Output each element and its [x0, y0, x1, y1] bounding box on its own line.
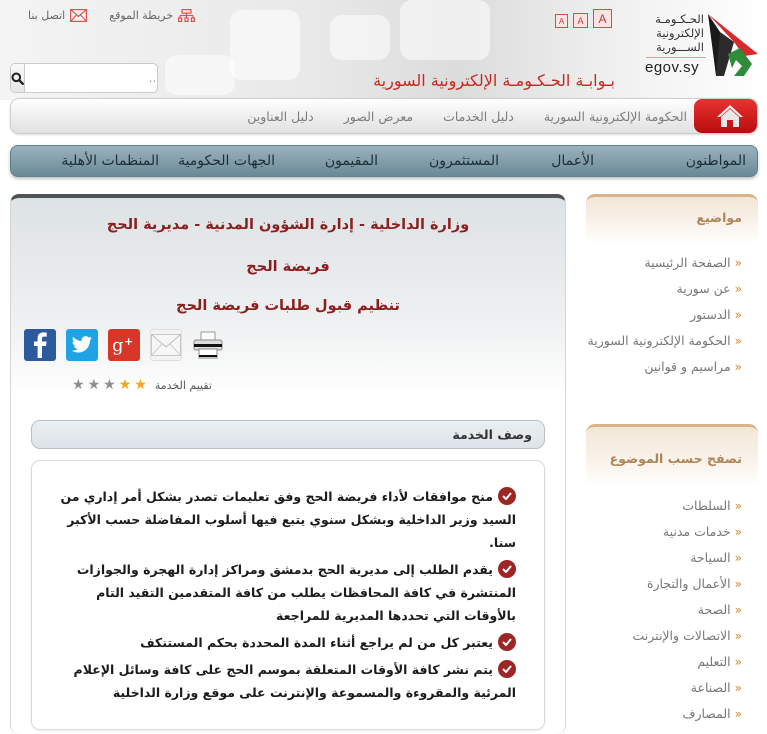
rating-label: تقييم الخدمة	[154, 378, 212, 392]
browse-sidebar	[586, 424, 758, 727]
double-chevron-icon: «	[734, 334, 742, 348]
nav-egov-syria[interactable]: الحكومة الإلكترونية السورية	[543, 108, 687, 124]
home-button[interactable]	[702, 99, 757, 133]
search-button[interactable]	[11, 64, 25, 92]
svg-text:+: +	[124, 335, 134, 348]
logo-domain: egov.sy	[645, 59, 700, 76]
item-label: الصفحة الرئيسية	[644, 255, 731, 270]
sidebar-item-authorities[interactable]	[586, 493, 742, 519]
item-label: الصناعة	[690, 680, 731, 695]
check-icon	[498, 560, 516, 578]
item-label: الحكومة الإلكترونية السورية	[587, 333, 731, 348]
description-list	[46, 485, 516, 708]
nav-investors[interactable]: المستثمرون	[428, 153, 499, 169]
audience-nav	[10, 145, 758, 177]
item-label: السلطات	[682, 498, 731, 513]
nav-ngos[interactable]: المنظمات الأهلية	[61, 153, 159, 169]
email-icon	[151, 334, 181, 356]
ministry-heading: وزارة الداخلية - إدارة الشؤون المدنية - مديرية الحج	[106, 217, 470, 233]
check-icon	[498, 660, 516, 678]
topics-title: مواضيع	[586, 194, 758, 244]
double-chevron-icon: «	[734, 577, 742, 591]
nav-government-entities[interactable]: الجهات الحكومية	[178, 153, 275, 169]
sitemap-link[interactable]	[109, 9, 195, 22]
decorative-shape	[230, 10, 300, 80]
print-icon	[193, 331, 223, 359]
sidebar-item-telecom-internet[interactable]	[586, 623, 742, 649]
browse-title: تصفح حسب الموضوع	[586, 424, 758, 487]
facebook-share-button[interactable]	[24, 329, 56, 361]
double-chevron-icon: «	[734, 551, 742, 565]
svg-text:g: g	[112, 335, 124, 356]
description-text: يقدم الطلب إلى مديرية الحج بدمشق ومراكز إدارة الهجرة والجوازات المنتشرة في كافة المحافظات يطلب من كافة المتقدمين التقيد التام بالأوقات التي تحددها المديرية للمراجعة	[76, 562, 516, 623]
item-label: الدستور	[690, 307, 731, 322]
contact-label: اتصل بنا	[28, 9, 66, 22]
service-panel	[10, 194, 566, 734]
twitter-share-button[interactable]	[66, 329, 98, 361]
nav-photo-gallery[interactable]: معرض الصور	[343, 108, 414, 124]
check-icon	[498, 633, 516, 651]
contact-link[interactable]	[28, 9, 87, 22]
twitter-icon	[71, 336, 93, 354]
sidebar-item-egov[interactable]	[586, 328, 742, 354]
logo-text	[655, 12, 704, 54]
double-chevron-icon: «	[734, 360, 742, 374]
double-chevron-icon: «	[734, 308, 742, 322]
service-description-header: وصف الخدمة	[31, 420, 545, 449]
description-text: منح موافقات لأداء فريضة الحج وفق تعليمات تصدر بشكل أمر إداري من السيد وزير الداخلية وبشكل سنوي يتبع فيها أسلوب المفاضلة حسب الأكبر سنا.	[60, 489, 516, 550]
sitemap-label: خريطة الموقع	[109, 9, 174, 22]
font-size-large-button[interactable]: A	[593, 9, 612, 28]
font-size-medium-button[interactable]: A	[573, 13, 588, 28]
facebook-icon	[30, 332, 50, 358]
logo-arrow-icon	[706, 12, 760, 76]
double-chevron-icon: «	[734, 256, 742, 270]
sidebar-item-decrees-laws[interactable]	[586, 354, 742, 380]
sidebar-item-health[interactable]	[586, 597, 742, 623]
sidebar-item-home[interactable]	[586, 250, 742, 276]
star-icon-1[interactable]: ★	[134, 377, 147, 393]
primary-nav	[10, 98, 758, 134]
item-label: مراسيم و قوانين	[644, 359, 731, 374]
topics-sidebar	[586, 194, 758, 380]
service-description	[31, 460, 545, 730]
logo-line-1: الحـكـومـة	[655, 12, 704, 26]
double-chevron-icon: «	[734, 282, 742, 296]
topics-list	[586, 250, 758, 380]
item-label: الأعمال والتجارة	[646, 576, 731, 591]
item-label: التعليم	[697, 654, 731, 669]
nav-citizens[interactable]: المواطنون	[685, 153, 746, 169]
site-title: بـوابـة الحـكـومـة الإلكترونية السورية	[373, 71, 615, 90]
sidebar-item-banks[interactable]	[586, 701, 742, 727]
double-chevron-icon: «	[734, 603, 742, 617]
share-buttons	[24, 329, 224, 361]
item-label: الاتصالات والإنترنت	[632, 628, 731, 643]
service-rating	[72, 378, 212, 392]
item-label: الصحة	[697, 602, 731, 617]
item-label: خدمات مدنية	[662, 524, 731, 539]
top-links	[28, 9, 195, 22]
sidebar-item-civil-services[interactable]	[586, 519, 742, 545]
star-icon-4[interactable]: ★	[87, 377, 101, 393]
browse-list	[586, 493, 758, 727]
home-icon	[716, 104, 744, 128]
nav-residents[interactable]: المقيمون	[324, 153, 378, 169]
star-icon-5[interactable]: ★	[72, 377, 85, 393]
category-heading: فريضة الحج	[246, 259, 330, 275]
item-label: عن سورية	[676, 281, 731, 296]
list-item	[46, 485, 516, 554]
sidebar-item-industry[interactable]	[586, 675, 742, 701]
double-chevron-icon: «	[734, 629, 742, 643]
service-title: تنظيم قبول طلبات فريضة الحج	[176, 298, 400, 314]
search-input[interactable]	[25, 64, 158, 92]
search-icon	[11, 72, 24, 85]
item-label: المصارف	[682, 706, 731, 721]
list-item	[46, 631, 516, 654]
star-icon-3[interactable]: ★	[103, 377, 116, 393]
nav-business[interactable]: الأعمال	[551, 153, 594, 169]
sidebar-item-about-syria[interactable]	[586, 276, 742, 302]
item-label: السياحة	[690, 550, 731, 565]
sidebar-item-education[interactable]	[586, 649, 742, 675]
email-share-button[interactable]	[150, 329, 182, 361]
list-item	[46, 558, 516, 627]
description-text: يعتبر كل من لم يراجع أثناء المدة المحددة بحكم المستنكف	[140, 635, 493, 650]
decorative-shape	[165, 55, 235, 95]
description-text: يتم نشر كافة الأوقات المتعلقة بموسم الحج على كافة وسائل الإعلام المرئية والمقروءة والمسموعة والإنترنت على موقع وزارة الداخلية	[73, 662, 516, 700]
double-chevron-icon: «	[734, 707, 742, 721]
logo-separator	[646, 57, 706, 58]
check-icon	[498, 487, 516, 505]
nav-services-guide[interactable]: دليل الخدمات	[443, 108, 514, 124]
double-chevron-icon: «	[734, 525, 742, 539]
logo-line-2: الإلكترونية	[656, 26, 704, 40]
search-box	[10, 63, 158, 93]
double-chevron-icon: «	[734, 681, 742, 695]
list-item	[46, 658, 516, 704]
double-chevron-icon: «	[734, 499, 742, 513]
sidebar-item-business-trade[interactable]	[586, 571, 742, 597]
nav-address-guide[interactable]: دليل العناوين	[247, 108, 314, 124]
egov-logo[interactable]	[644, 10, 762, 78]
logo-line-3: الســـورية	[656, 40, 704, 54]
star-icon-2[interactable]: ★	[118, 377, 132, 393]
sitemap-icon	[178, 9, 195, 22]
google-plus-share-button[interactable]	[108, 329, 140, 361]
decorative-shape	[400, 0, 490, 60]
font-size-small-button[interactable]: A	[555, 14, 568, 28]
sidebar-item-tourism[interactable]	[586, 545, 742, 571]
google-plus-icon	[111, 334, 137, 356]
print-button[interactable]	[192, 329, 224, 361]
mail-icon	[70, 9, 87, 22]
decorative-shape	[330, 15, 390, 60]
double-chevron-icon: «	[734, 655, 742, 669]
sidebar-item-constitution[interactable]	[586, 302, 742, 328]
font-size-controls	[555, 9, 612, 28]
